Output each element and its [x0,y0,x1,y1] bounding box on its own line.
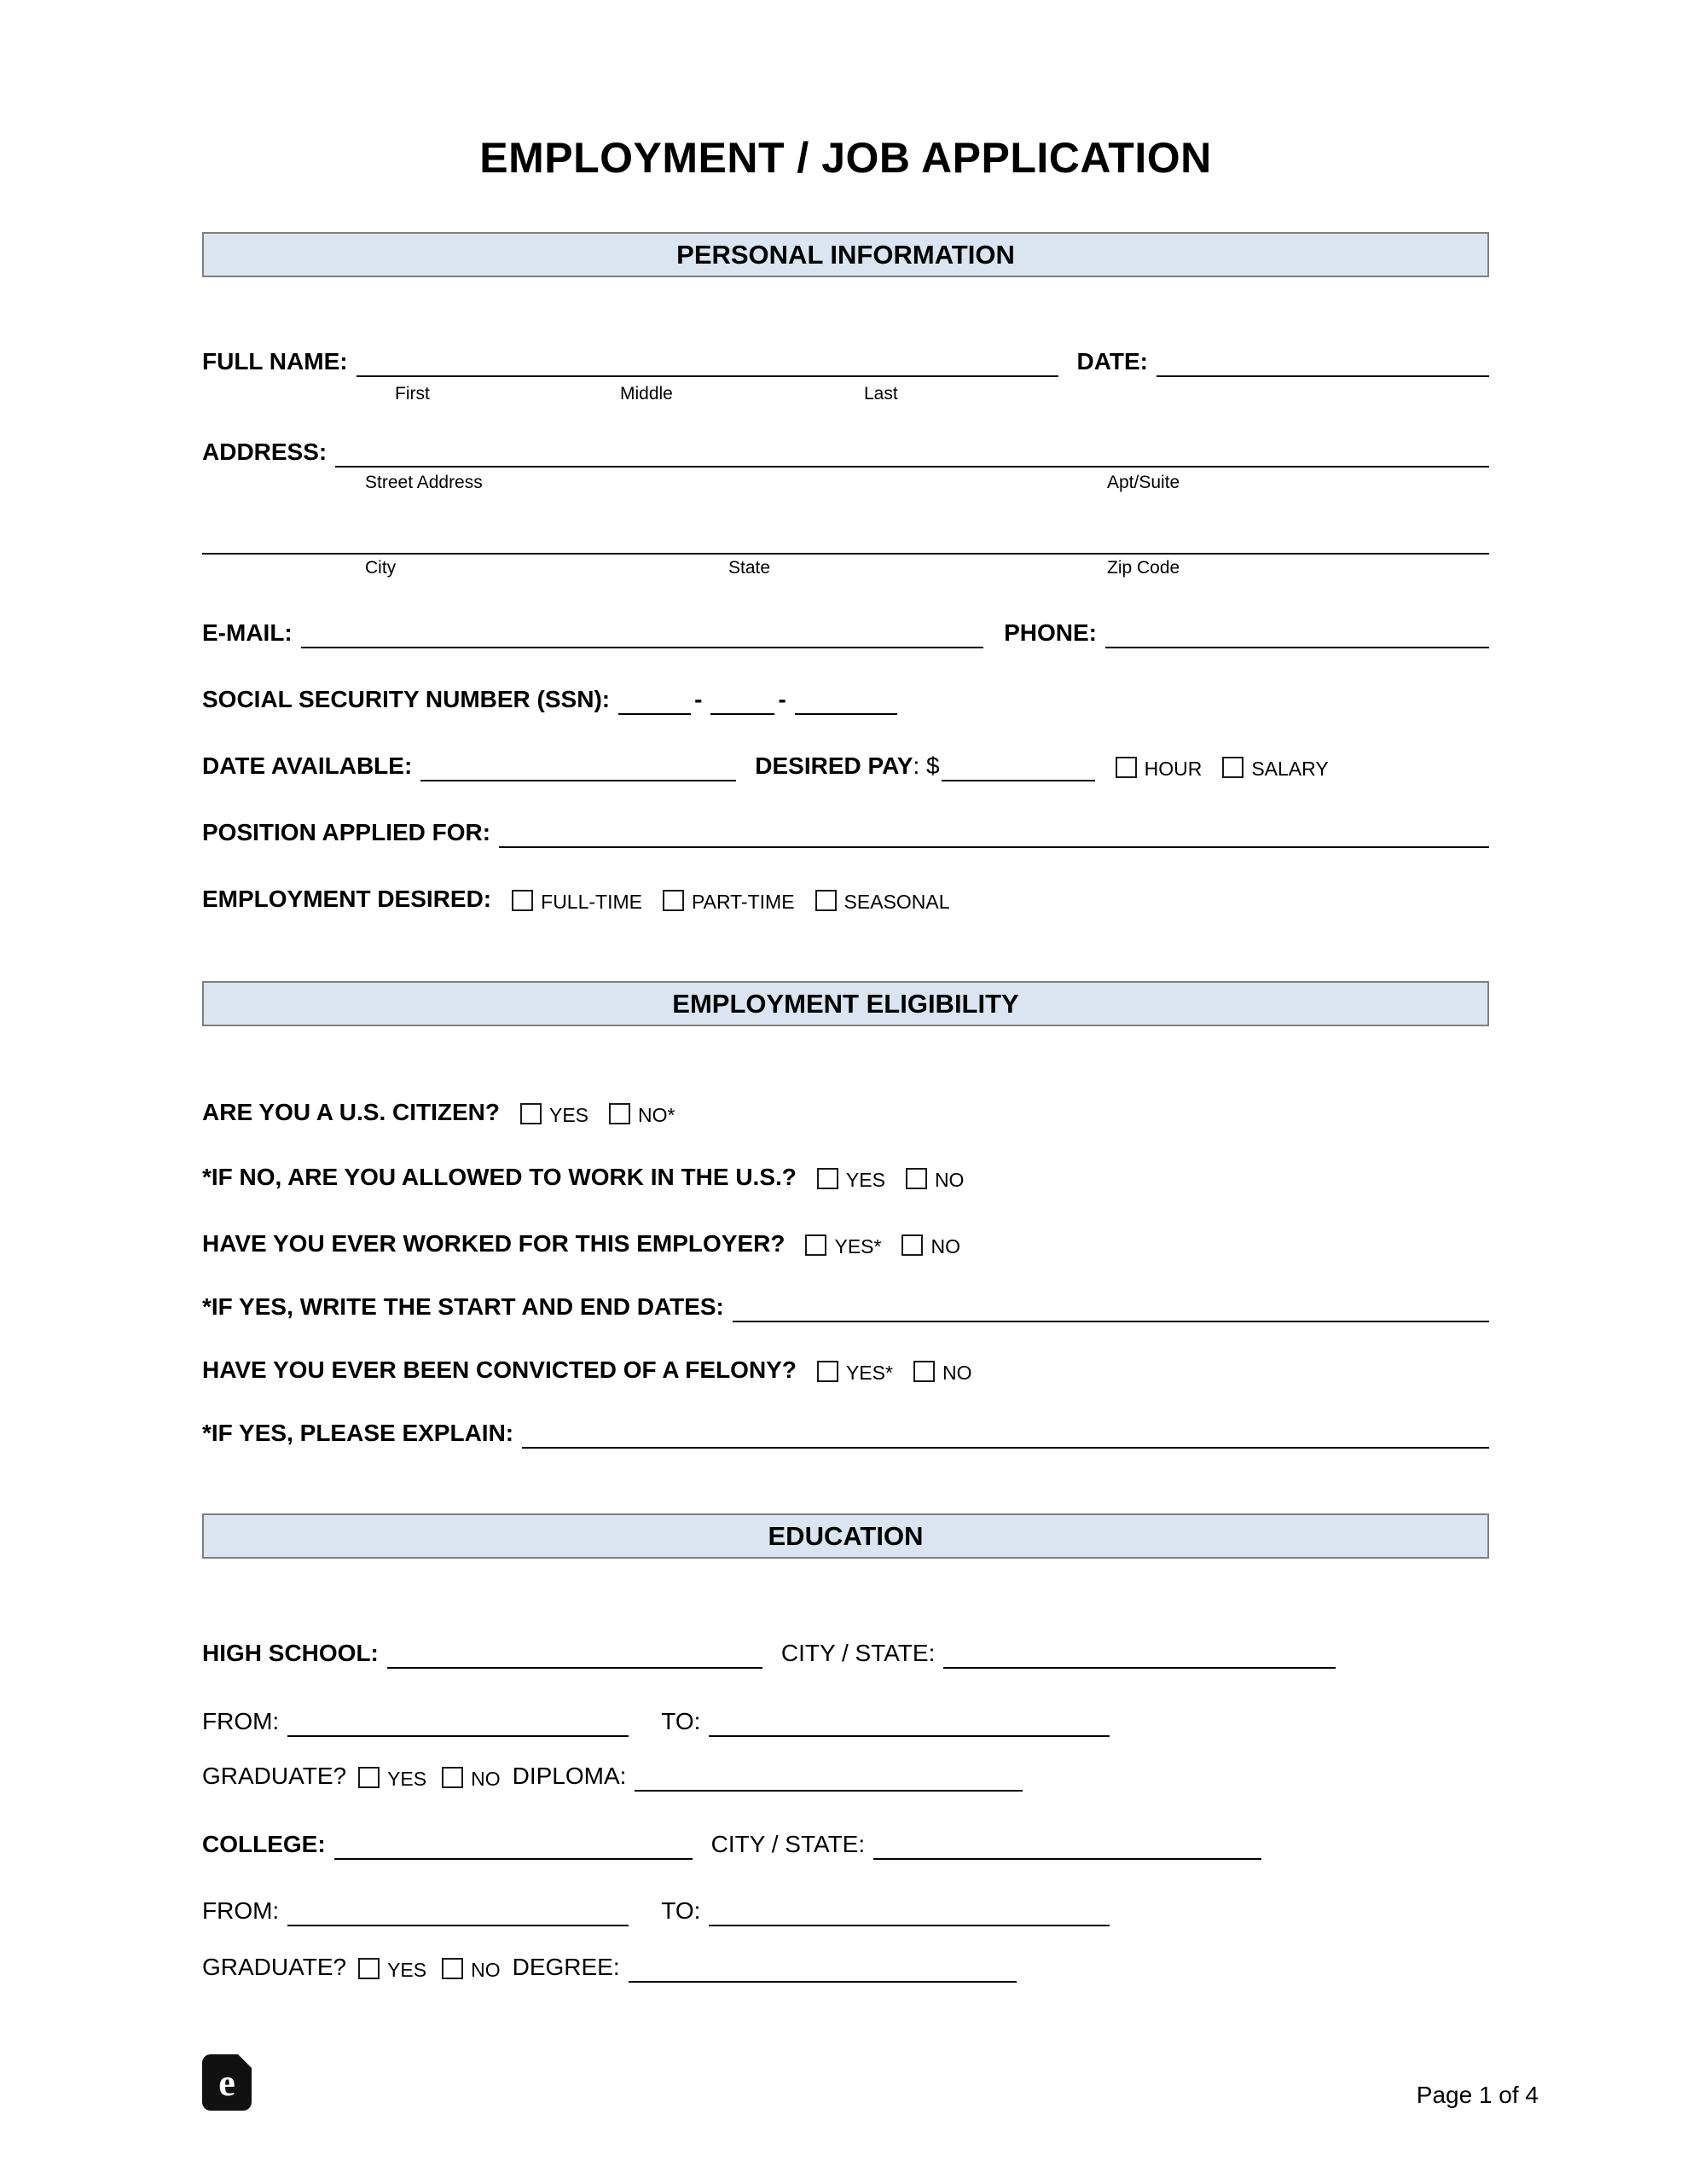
full-time-checkbox[interactable] [512,890,533,911]
allowed-question-label: *IF NO, ARE YOU ALLOWED TO WORK IN THE U.S.? [202,1164,797,1190]
hs-from-label: FROM: [202,1708,280,1734]
date-label: DATE: [1076,348,1148,375]
page-content [202,0,1489,2184]
hour-checkbox[interactable] [1116,757,1137,778]
part-time-checkbox[interactable] [663,890,684,911]
college-graduate-label: GRADUATE? [202,1954,347,1980]
salary-checkbox[interactable] [1222,757,1244,778]
college-city-state-field[interactable] [873,1829,1261,1860]
page-title: EMPLOYMENT / JOB APPLICATION [479,134,1212,182]
citizen-yes-checkbox[interactable] [520,1103,542,1124]
high-school-row [202,1636,1489,1669]
salary-option [1222,756,1328,781]
date-field[interactable] [1157,346,1489,377]
full-time-option [512,889,642,915]
hs-city-state-field[interactable] [943,1638,1336,1669]
citizen-yes-option [520,1102,588,1128]
college-field[interactable] [334,1829,693,1860]
college-graduate-yes-checkbox[interactable] [358,1958,380,1979]
full-time-checkbox-label: FULL-TIME [541,891,642,913]
address-line2-field[interactable] [202,524,1489,555]
allowed-question-row [202,1160,1489,1193]
college-graduate-yes-label: YES [387,1959,427,1981]
ssn-label: SOCIAL SECURITY NUMBER (SSN): [202,686,611,712]
diploma-label: DIPLOMA: [512,1763,627,1789]
hs-city-state-label: CITY / STATE: [780,1640,936,1666]
apt-suite-sublabel: Apt/Suite [1107,473,1180,492]
last-sublabel: Last [864,384,898,404]
allowed-yes-label: YES [845,1169,885,1191]
employment-desired-row [202,882,1489,915]
desired-pay-label: DESIRED PAY [755,752,913,779]
page-fold-icon [238,2054,252,2068]
phone-label: PHONE: [1004,619,1097,646]
section-header-employment-eligibility: EMPLOYMENT ELIGIBILITY [202,981,1489,1026]
hs-graduate-yes-option [358,1766,426,1792]
email-phone-row [202,616,1489,648]
position-label: POSITION APPLIED FOR: [202,819,491,845]
college-label: COLLEGE: [202,1831,326,1857]
hs-graduate-yes-checkbox[interactable] [358,1767,380,1788]
explain-field[interactable] [522,1418,1489,1449]
high-school-field[interactable] [387,1638,762,1669]
hs-to-field[interactable] [709,1706,1110,1737]
position-row [202,816,1489,848]
college-graduate-no-checkbox[interactable] [442,1958,463,1979]
hs-graduate-row [202,1759,1489,1792]
address-label: ADDRESS: [202,439,328,465]
page-indicator: Page 1 of 4 [1416,2082,1539,2108]
hs-to-label: TO: [661,1708,701,1734]
allowed-no-option [906,1167,965,1193]
date-available-row [202,749,1489,781]
email-field[interactable] [301,618,983,648]
address2-sublabels-row [202,558,1489,580]
ssn-separator-2: - [778,686,786,712]
full-name-row [202,345,1489,377]
part-time-option [663,889,795,915]
full-name-field[interactable] [357,346,1058,377]
start-end-dates-field[interactable] [733,1292,1489,1322]
employment-desired-label: EMPLOYMENT DESIRED: [202,886,492,912]
college-graduate-no-label: NO [471,1959,501,1981]
college-graduate-row [202,1950,1489,1983]
explain-row [202,1416,1489,1449]
full-name-label: FULL NAME: [202,348,348,375]
college-city-state-label: CITY / STATE: [710,1831,866,1857]
citizen-no-checkbox[interactable] [609,1103,630,1124]
college-to-field[interactable] [709,1896,1110,1926]
eforms-logo-letter: e [218,2062,235,2104]
first-sublabel: First [395,384,430,404]
felony-no-checkbox[interactable] [913,1361,935,1382]
seasonal-checkbox-label: SEASONAL [844,891,950,913]
worked-question-label: HAVE YOU EVER WORKED FOR THIS EMPLOYER? [202,1230,786,1257]
part-time-checkbox-label: PART-TIME [691,891,795,913]
allowed-no-label: NO [934,1169,965,1191]
section-header-education: EDUCATION [202,1513,1489,1559]
worked-no-label: NO [930,1235,960,1258]
citizen-question-row [202,1095,1489,1128]
explain-label: *IF YES, PLEASE EXPLAIN: [202,1420,514,1446]
felony-no-option [913,1360,972,1385]
worked-question-row [202,1227,1489,1259]
salary-checkbox-label: SALARY [1251,758,1329,780]
ssn-field-3[interactable] [795,684,897,715]
zip-code-sublabel: Zip Code [1107,558,1180,578]
hs-graduate-no-label: NO [471,1768,501,1790]
phone-field[interactable] [1105,618,1489,648]
hs-graduate-yes-label: YES [387,1768,427,1790]
hs-from-to-row [202,1705,1489,1737]
eforms-logo [202,2054,252,2111]
degree-field[interactable] [629,1952,1017,1983]
citizen-no-option [609,1102,675,1128]
desired-pay-suffix: : $ [913,752,940,779]
high-school-label: HIGH SCHOOL: [202,1640,379,1666]
section-header-personal-information: PERSONAL INFORMATION [202,232,1489,277]
college-row [202,1827,1489,1860]
worked-no-checkbox[interactable] [901,1234,923,1256]
college-graduate-no-option [442,1957,501,1983]
street-address-sublabel: Street Address [365,473,483,492]
date-available-field[interactable] [420,751,736,781]
citizen-question-label: ARE YOU A U.S. CITIZEN? [202,1099,500,1125]
ssn-row [202,682,1489,715]
hour-option [1116,756,1203,781]
position-field[interactable] [499,817,1489,848]
hs-graduate-no-option [442,1766,501,1792]
start-end-dates-label: *IF YES, WRITE THE START AND END DATES: [202,1293,724,1320]
hs-graduate-no-checkbox[interactable] [442,1767,463,1788]
allowed-yes-checkbox[interactable] [817,1168,838,1189]
college-from-label: FROM: [202,1897,280,1924]
email-label: E-MAIL: [202,619,293,646]
citizen-no-label: NO* [638,1104,675,1126]
college-to-label: TO: [661,1897,701,1924]
worked-yes-option [805,1234,881,1259]
worked-yes-label: YES* [834,1235,882,1258]
address-line1-field[interactable] [335,437,1489,468]
hs-from-field[interactable] [287,1706,629,1737]
allowed-yes-option [817,1167,885,1193]
desired-pay-field[interactable] [942,751,1095,781]
college-from-to-row [202,1894,1489,1926]
date-available-label: DATE AVAILABLE: [202,752,413,779]
ssn-field-1[interactable] [618,684,691,715]
hs-graduate-label: GRADUATE? [202,1763,347,1789]
worked-yes-checkbox[interactable] [805,1234,826,1256]
name-sublabels-row [202,384,1489,406]
state-sublabel: State [728,558,771,578]
college-from-field[interactable] [287,1896,629,1926]
degree-label: DEGREE: [512,1954,620,1980]
address-row [202,435,1489,468]
address-row-2 [202,522,1489,555]
allowed-no-checkbox[interactable] [906,1168,927,1189]
hour-checkbox-label: HOUR [1144,758,1203,780]
felony-question-row [202,1353,1489,1385]
seasonal-option [815,889,950,915]
felony-question-label: HAVE YOU EVER BEEN CONVICTED OF A FELONY? [202,1356,797,1383]
ssn-field-2[interactable] [710,684,774,715]
diploma-field[interactable] [635,1761,1023,1792]
felony-no-label: NO [942,1362,972,1384]
felony-yes-option [817,1360,893,1385]
felony-yes-checkbox[interactable] [817,1361,838,1382]
ssn-separator-1: - [694,686,703,712]
college-graduate-yes-option [358,1957,426,1983]
middle-sublabel: Middle [620,384,673,404]
city-sublabel: City [365,558,397,578]
address-sublabels-row [202,473,1489,495]
citizen-yes-label: YES [549,1104,589,1126]
start-end-dates-row [202,1290,1489,1322]
seasonal-checkbox[interactable] [815,890,837,911]
worked-no-option [901,1234,960,1259]
felony-yes-label: YES* [845,1362,893,1384]
